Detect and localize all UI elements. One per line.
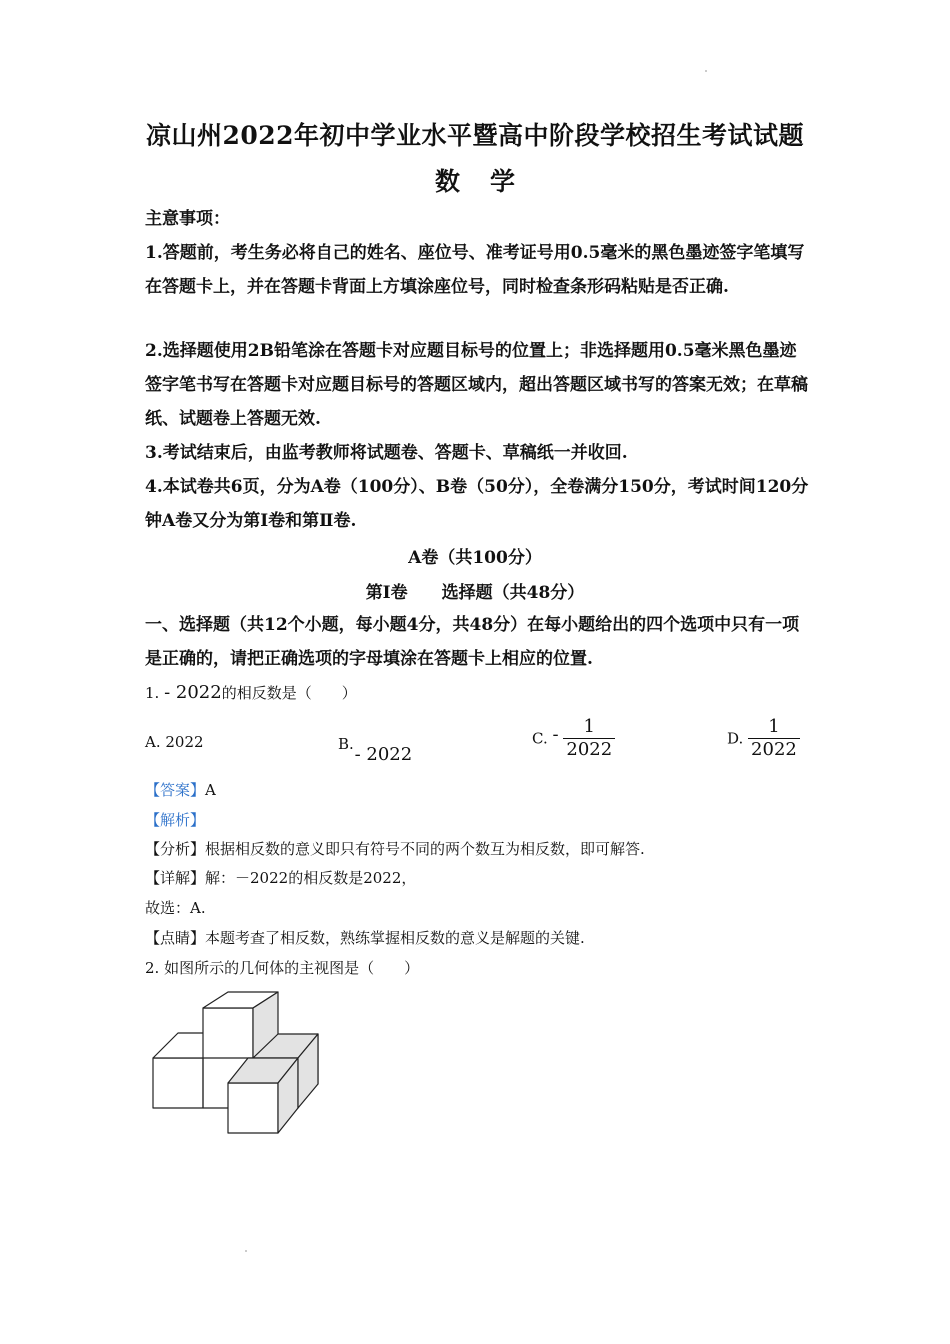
option-a[interactable]: A. 2022 xyxy=(145,733,204,751)
answer-value: A xyxy=(205,781,216,799)
answer-line xyxy=(145,775,810,805)
analysis-line xyxy=(145,805,810,835)
choice-line: 故选：A. xyxy=(145,899,206,917)
option-d[interactable] xyxy=(727,716,800,761)
fenxi-text: 根据相反数的意义即只有符号不同的两个数互为相反数，即可解答. xyxy=(205,840,645,858)
cube-solid-figure xyxy=(148,988,326,1138)
speck xyxy=(705,70,707,72)
option-d-fraction xyxy=(748,716,800,761)
question-text: 的相反数是（ ） xyxy=(221,684,357,702)
subject-title: 数学 xyxy=(434,167,545,196)
dianjing-text: 本题考查了相反数，熟练掌握相反数的意义是解题的关键. xyxy=(205,929,585,947)
fenxi-line xyxy=(145,834,810,864)
section-instructions: 一、选择题（共12个小题，每小题4分，共48分）在每小题给出的四个选项中只有一项是正确的，请把正确选项的字母填涂在答题卡上相应的位置. xyxy=(145,615,800,669)
cube-left-front xyxy=(153,1058,203,1108)
option-d-label: D. xyxy=(727,729,744,748)
notice-item-1: 1.答题前，考生务必将自己的姓名、座位号、准考证号用0.5毫米的黑色墨迹签字笔填写在答题卡上，并在答题卡背面上方填涂座位号，同时检查条形码粘贴是否正确. xyxy=(145,243,805,297)
xiangjie-tag: 【详解】 xyxy=(145,869,206,887)
cube-front-front xyxy=(228,1083,278,1133)
section-a-title: A卷（共100分） xyxy=(408,548,542,568)
option-c-sign: - xyxy=(552,724,559,745)
notice-item-3: 3.考试结束后，由监考教师将试题卷、答题卡、草稿纸一并收回. xyxy=(145,443,628,463)
answer-tag: 【答案】 xyxy=(145,781,206,799)
option-b-value: - 2022 xyxy=(354,744,413,765)
speck xyxy=(245,1250,247,1252)
part-1-title: 第I卷 选择题（共48分） xyxy=(365,583,585,603)
question-2-stem: 2. 如图所示的几何体的主视图是（ ） xyxy=(145,959,420,977)
notice-heading: 主意事项： xyxy=(145,209,230,229)
dianjing-tag: 【点睛】 xyxy=(145,929,206,947)
option-c-fraction xyxy=(563,716,615,761)
xiangjie-text: 解：－2022的相反数是2022， xyxy=(205,869,417,887)
cube-top-front xyxy=(203,1008,253,1058)
denominator: 2022 xyxy=(563,738,615,761)
exam-title: 凉山州2022年初中学业水平暨高中阶段学校招生考试试题 xyxy=(145,121,805,150)
notice-item-2: 2.选择题使用2B铅笔涂在答题卡对应题目标号的位置上；非选择题用0.5毫米黑色墨迹签字笔书写在答题卡对应题目标号的答题区域内，超出答题区域书写的答案无效；在草稿纸、试题卷上答题无效. xyxy=(145,341,808,429)
option-b[interactable] xyxy=(338,733,416,765)
fenxi-tag: 【分析】 xyxy=(145,840,206,858)
xiangjie-line xyxy=(145,863,810,893)
question-1-stem xyxy=(145,678,810,708)
notice-item-4: 4.本试卷共6页，分为A卷（100分）、B卷（50分），全卷满分150分，考试时间120分钟A卷又分为第I卷和第Ⅱ卷. xyxy=(145,477,809,531)
analysis-tag: 【解析】 xyxy=(145,811,206,829)
numerator: 1 xyxy=(583,716,595,737)
denominator: 2022 xyxy=(748,738,800,761)
option-c-label: C. xyxy=(532,729,548,748)
dianjing-line xyxy=(145,923,810,953)
option-c[interactable] xyxy=(532,716,615,761)
question-number: 1. xyxy=(145,684,160,702)
numerator: 1 xyxy=(768,716,780,737)
option-b-label: B. xyxy=(338,735,354,753)
math-expression: - 2022 xyxy=(164,682,222,703)
